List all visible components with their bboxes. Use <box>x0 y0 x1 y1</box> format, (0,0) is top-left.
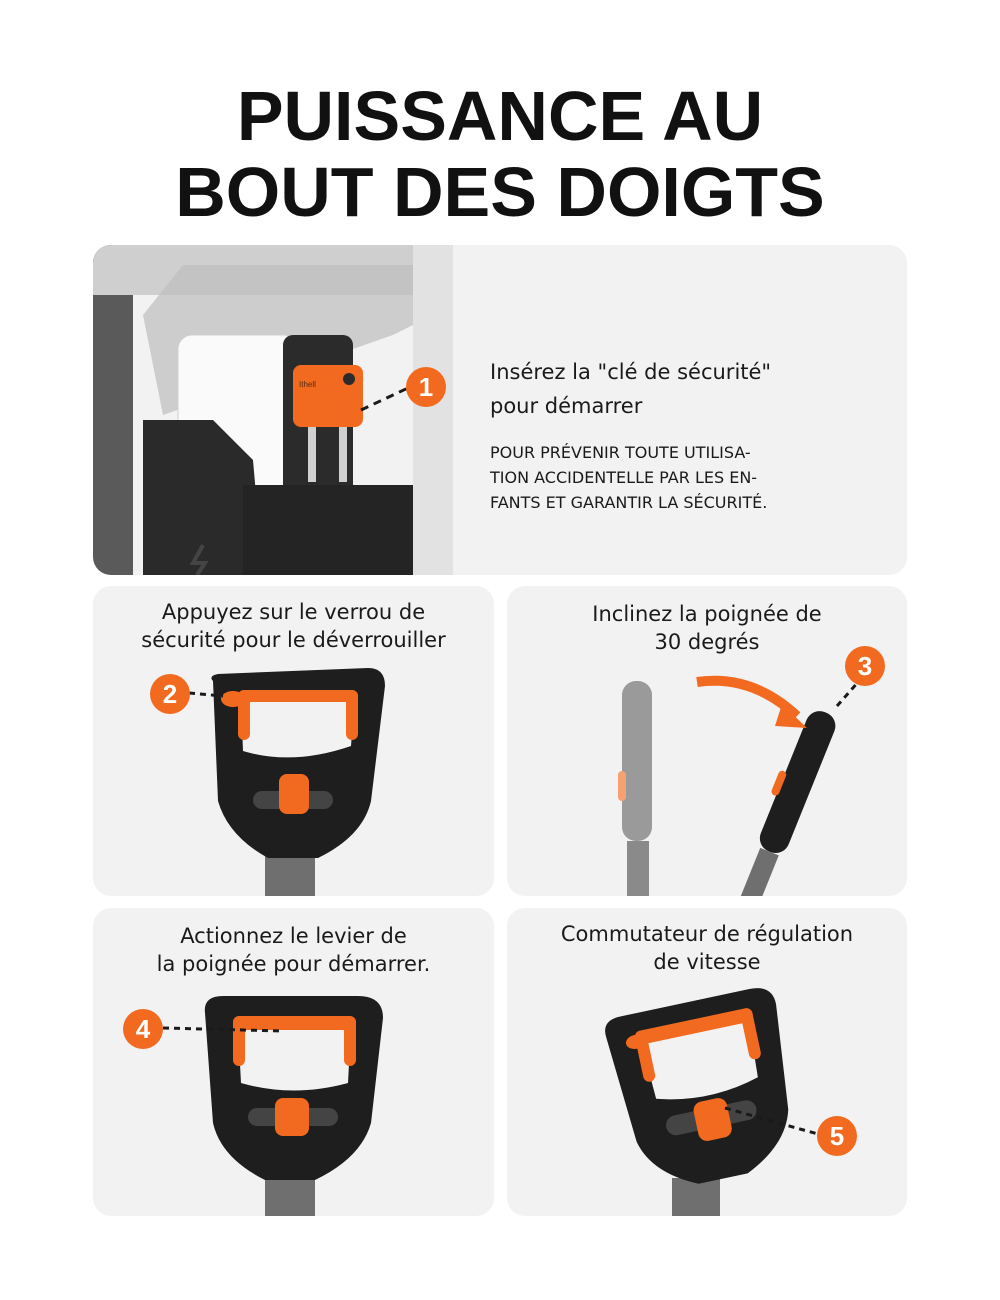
start-lever-icon <box>233 1016 356 1030</box>
speed-switch-card <box>507 908 907 1216</box>
lever-card <box>93 908 494 1216</box>
step-4-caption-line-1: Actionnez le levier de <box>180 924 407 948</box>
step-1-description-line-3: FANTS ET GARANTIR LA SÉCURITÉ. <box>490 493 768 512</box>
step-1-heading-line-1: Insérez la "clé de sécurité" <box>490 360 772 384</box>
unlock-card <box>93 586 494 896</box>
step-5-caption-line-2: de vitesse <box>653 950 761 974</box>
handle-tilt-illustration <box>507 586 907 896</box>
leader-line-3 <box>837 681 859 706</box>
handle-icon <box>602 984 809 1196</box>
handle-lever-illustration <box>93 908 494 1216</box>
step-1-description-line-1: POUR PRÉVENIR TOUTE UTILISA- <box>490 443 751 462</box>
tilted-handle-icon <box>728 705 840 896</box>
safety-key-brand: Ithell <box>299 380 316 389</box>
page-title <box>0 78 1000 230</box>
step-2-badge: 2 <box>150 674 190 714</box>
step-1-description <box>490 440 880 515</box>
step-4-caption-line-2: la poignée pour démarrer. <box>156 952 431 976</box>
safety-lock-button-icon <box>221 691 245 707</box>
upright-handle-icon <box>622 681 652 841</box>
step-2-caption-line-1: Appuyez sur le verrou de <box>161 600 426 624</box>
step-1-description-line-2: TION ACCIDENTELLE PAR LES EN- <box>490 468 758 487</box>
step-3-caption-line-1: Inclinez la poignée de <box>592 602 822 626</box>
step-1-heading-line-2: pour démarrer <box>490 394 643 418</box>
step-4-badge: 4 <box>123 1009 163 1049</box>
step-1-heading <box>490 355 870 423</box>
step-2-caption-line-2: sécurité pour le déverrouiller <box>141 628 446 652</box>
handle-speed-illustration <box>507 908 907 1216</box>
tilt-card <box>507 586 907 896</box>
page-title-line-1: PUISSANCE AU <box>236 77 764 155</box>
step-1-badge: 1 <box>406 367 446 407</box>
step-5-caption-line-1: Commutateur de régulation <box>560 922 854 946</box>
step-3-caption-line-2: 30 degrés <box>654 630 760 654</box>
step-5-badge: 5 <box>817 1116 857 1156</box>
handle-unlock-illustration <box>93 586 494 896</box>
page-title-line-2: BOUT DES DOIGTS <box>175 153 825 231</box>
step-3-badge: 3 <box>845 646 885 686</box>
leader-line-1 <box>361 388 408 410</box>
